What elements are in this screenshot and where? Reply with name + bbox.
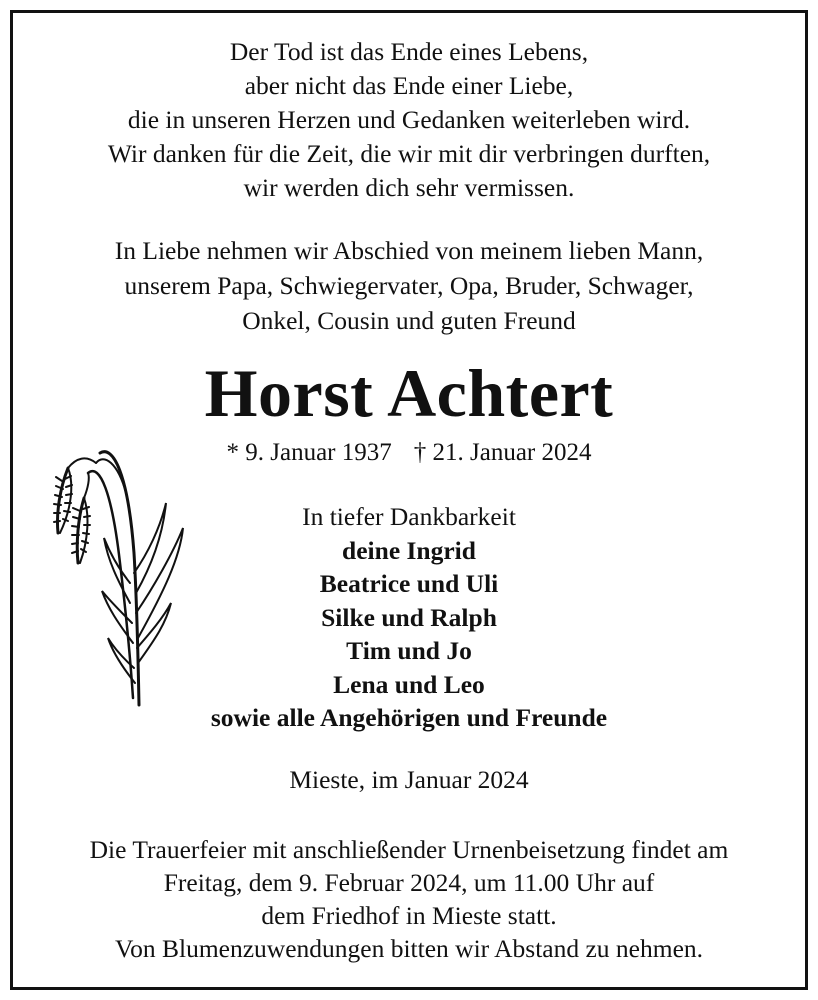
intro-line: unserem Papa, Schwiegervater, Opa, Bruder, Schwager, bbox=[124, 271, 694, 300]
deceased-name: Horst Achtert bbox=[204, 355, 614, 431]
mourner-name: deine Ingrid bbox=[342, 535, 476, 565]
mourner-name: Silke und Ralph bbox=[321, 602, 497, 632]
mourners-intro: In tiefer Dankbarkeit bbox=[302, 502, 516, 531]
funeral-line: Die Trauerfeier mit anschließender Urnenbeisetzung findet am bbox=[89, 835, 729, 864]
obituary-notice bbox=[10, 10, 808, 990]
intro-line: In Liebe nehmen wir Abschied von meinem lieben Mann, bbox=[114, 236, 704, 265]
mourner-name: Beatrice und Uli bbox=[319, 569, 499, 598]
mourner-name: Tim und Jo bbox=[346, 636, 472, 665]
funeral-line: dem Friedhof in Mieste statt. bbox=[261, 901, 557, 930]
death-date: † 21. Januar 2024 bbox=[413, 439, 592, 466]
poem-line: aber nicht das Ende einer Liebe, bbox=[244, 71, 574, 100]
funeral-line: Freitag, dem 9. Februar 2024, um 11.00 Uhr auf bbox=[163, 868, 655, 897]
farewell-intro bbox=[13, 233, 805, 338]
place-date: Mieste, im Januar 2024 bbox=[289, 765, 529, 794]
funeral-info bbox=[13, 833, 805, 965]
mourner-name: Lena und Leo bbox=[333, 669, 485, 699]
poem bbox=[13, 35, 805, 205]
funeral-line: Von Blumenzuwendungen bitten wir Abstand zu nehmen. bbox=[114, 934, 704, 963]
intro-line: Onkel, Cousin und guten Freund bbox=[242, 306, 576, 335]
poem-line: Wir danken für die Zeit, die wir mit dir verbringen durften, bbox=[107, 139, 711, 168]
mourner-name: sowie alle Angehörigen und Freunde bbox=[210, 703, 608, 732]
poem-line: die in unseren Herzen und Gedanken weiterleben wird. bbox=[127, 105, 691, 134]
birth-date: * 9. Januar 1937 bbox=[226, 439, 392, 466]
poem-line: Der Tod ist das Ende eines Lebens, bbox=[229, 37, 589, 66]
mourners bbox=[13, 500, 805, 735]
poem-line: wir werden dich sehr vermissen. bbox=[243, 173, 575, 202]
